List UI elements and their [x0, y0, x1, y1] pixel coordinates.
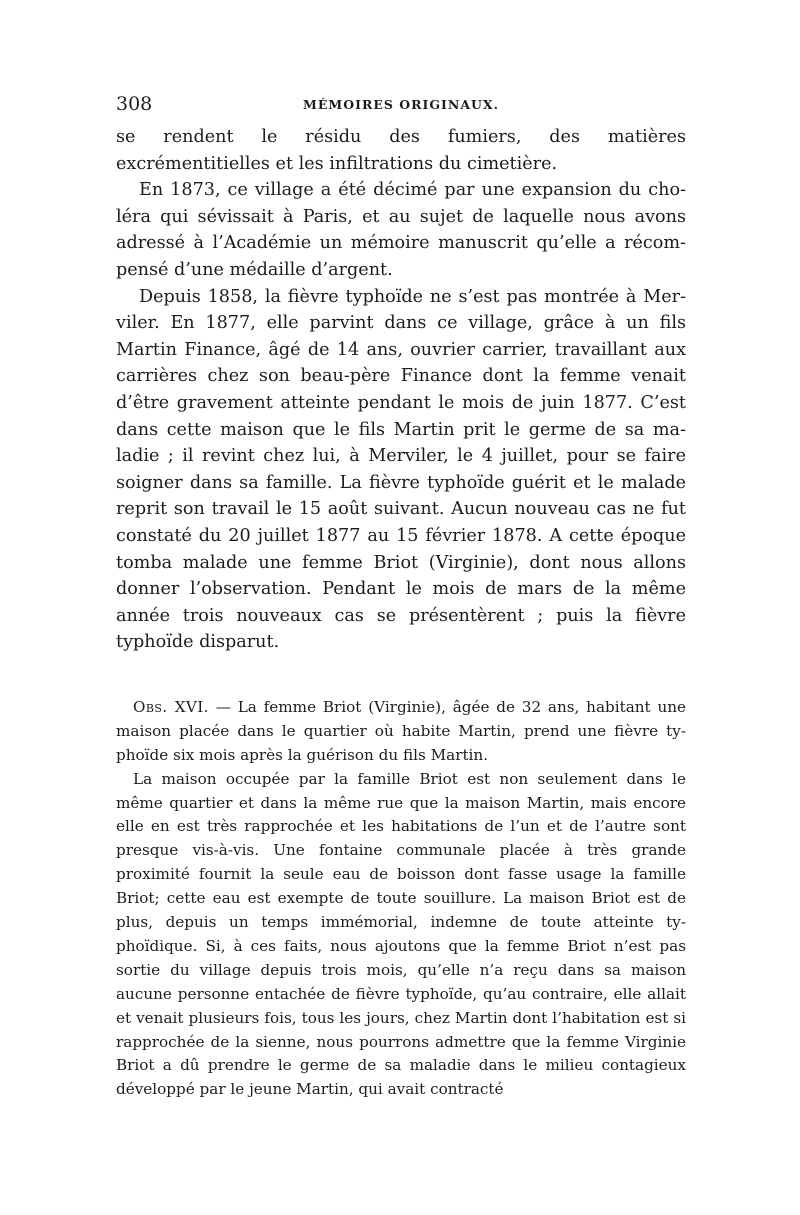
observation-heading: Obs. XVI.	[133, 697, 209, 716]
paragraph-typhoid-1877: Depuis 1858, la fièvre typhoïde ne s’est pas montrée à Merviler. En 1877, elle parvint dans ce village, grâce à un fils Martin Finance, âgé de 14 ans, ouvrier carrier, travaillant aux carrières chez son beau-père Finance dont la femme venait d’être gravement atteinte pendant le mois de juin 1877. C’est dans cette maison que le fils Martin prit le germe de sa maladie ; il revint chez lui, à Merviler, le 4 juillet, pour se faire soigner dans sa famille. La fièvre typhoïde guérit et le malade reprit son travail le 15 août suivant. Aucun nouveau cas ne fut constaté du 20 juillet 1877 au 15 février 1878. A cette époque tomba malade une femme Briot (Virginie), dont nous allons donner l’observation. Pendant le mois de mars de la même année trois nouveaux cas se présentèrent ; puis la fièvre typhoïde disparut.	[116, 286, 686, 653]
running-title: MÉMOIRES ORIGINAUX.	[303, 97, 499, 112]
paragraph-continuation: se rendent le résidu des fumiers, des matières excrémentitielles et les infiltrations du cimetière.	[116, 127, 686, 174]
observation-section	[116, 696, 686, 1102]
book-page	[116, 92, 686, 1102]
observation-paragraph: La maison occupée par la famille Briot est non seulement dans le même quartier et dans la même rue que la maison Martin, mais encore elle en est très rapprochée et les habitations de l’un et de l’autre sont presque vis-à-vis. Une fontaine communale placée à très grande proximité fournit la seule eau de boisson dont fasse usage la famille Briot; cette eau est exempte de toute souillure. La maison Briot est de plus, depuis un temps immémorial, indemne de toute atteinte typhoïdique. Si, à ces faits, nous ajoutons que la femme Briot n’est pas sortie du village depuis trois mois, qu’elle n’a reçu dans sa maison aucune personne entachée de fièvre typhoïde, qu’au contraire, elle allait et venait plusieurs fois, tous les jours, chez Martin dont l’habitation est si rapprochée de la sienne, nous pourrons admettre que la femme Virginie Briot a dû prendre le germe de sa maladie dans le milieu contagieux développé par le jeune Martin, qui avait contracté	[116, 769, 686, 1099]
paragraph-cholera-1873: En 1873, ce village a été décimé par une expansion du choléra qui sévissait à Paris, et au sujet de laquelle nous avons adressé à l’Académie un mémoire manuscrit qu’elle a récompensé d’une médaille d’argent.	[116, 180, 686, 280]
page-number: 308	[116, 93, 153, 115]
observation-summary	[116, 696, 686, 768]
running-header	[116, 92, 686, 122]
main-text	[116, 124, 686, 656]
observation-lead: — La femme Briot (Virginie), âgée de 32 ans, habitant une maison placée dans le quartier où habite Martin, prend une fièvre typhoïde six mois après la guérison du fils Martin.	[116, 697, 686, 764]
